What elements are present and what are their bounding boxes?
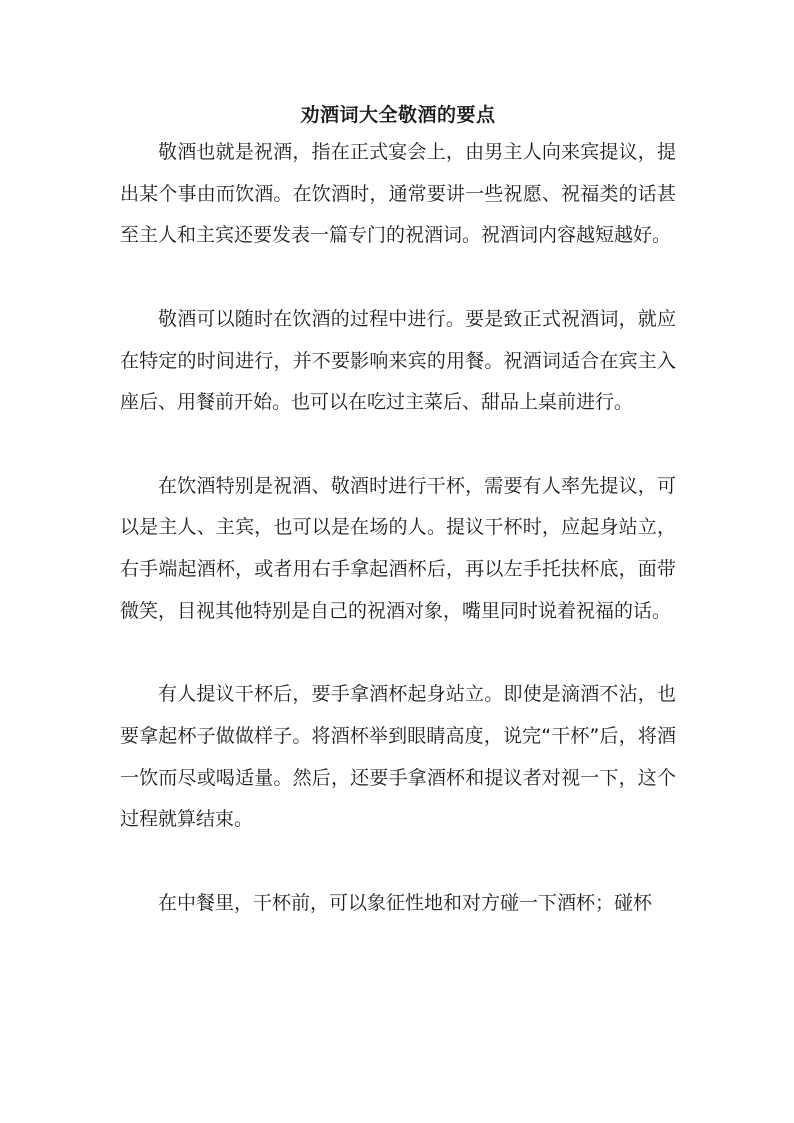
paragraph-5: 在中餐里，干杯前，可以象征性地和对方碰一下酒杯；碰杯 xyxy=(158,891,653,914)
paragraph-3: 在饮酒特别是祝酒、敬酒时进行干杯，需要有人率先提议，可以是主人、主宾，也可以是在场的人。提议干杯时，应起身站立，右手端起酒杯，或者用右手拿起酒杯后，再以左手托扶杯底，面带微笑，目视其他特别是自己的祝酒对象，嘴里同时说着祝福的话。 xyxy=(120,474,676,622)
paragraph-4: 有人提议干杯后，要手拿酒杯起身站立。即使是滴酒不沾，也要拿起杯子做做样子。将酒杯举到眼睛高度，说完“干杯”后，将酒一饮而尽或喝适量。然后，还要手拿酒杯和提议者对视一下，这个过程就算结束。 xyxy=(120,683,676,831)
document-title: 劝酒词大全敬酒的要点 xyxy=(300,104,496,126)
paragraph-2: 敬酒可以随时在饮酒的过程中进行。要是致正式祝酒词，就应在特定的时间进行，并不要影响来宾的用餐。祝酒词适合在宾主入座后、用餐前开始。也可以在吃过主菜后、甜品上桌前进行。 xyxy=(120,307,676,414)
paragraph-1: 敬酒也就是祝酒，指在正式宴会上，由男主人向来宾提议，提出某个事由而饮酒。在饮酒时，通常要讲一些祝愿、祝福类的话甚至主人和主宾还要发表一篇专门的祝酒词。祝酒词内容越短越好。 xyxy=(120,141,676,247)
document-page xyxy=(120,98,676,924)
